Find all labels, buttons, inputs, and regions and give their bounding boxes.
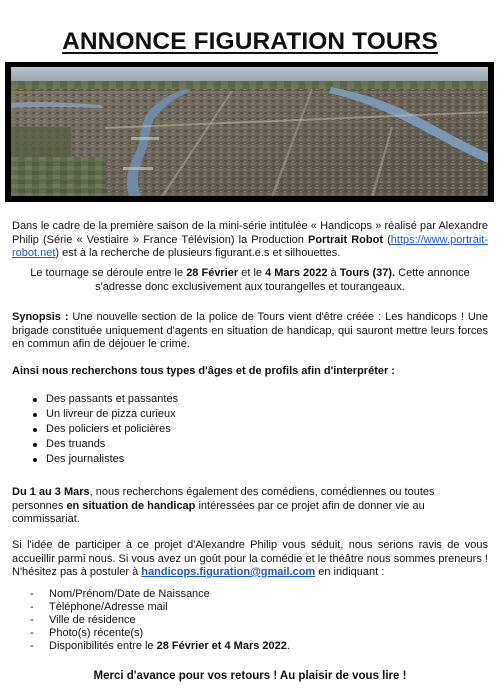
availability-end: . xyxy=(286,640,290,652)
shooting-location: Tours (37). xyxy=(339,267,396,279)
dates-connector: et le xyxy=(238,267,266,279)
list-item: Un livreur de pizza curieux xyxy=(34,407,474,422)
requirements-list xyxy=(30,588,470,653)
intro-text: Dans le cadre de la première saison de la mini-série intitulée « Handicops » réalisé par Alexandre Philip (Série « Vestiaire » France Télévision) la Production xyxy=(12,220,488,246)
application-text-end: en indiquant : xyxy=(315,566,385,578)
list-item: - Ville de résidence xyxy=(30,614,470,627)
intro-text-end: ) est à la recherche de plusieurs figurant.e.s et silhouettes. xyxy=(55,247,341,259)
list-item: - Téléphone/Adresse mail xyxy=(30,601,470,614)
application-text: Si l'idée de participer à ce projet d'Alexandre Philip vous séduit, nous serions ravis de vous accueillir parmi nous. Si vous avez un goût pour la comédie et le théâtre nous sommes preneurs ! N'hésitez pas à postuler à xyxy=(12,539,488,578)
closing-line: Merci d'avance pour vos retours ! Au plaisir de vous lire ! xyxy=(93,670,407,682)
list-item xyxy=(30,640,470,653)
list-item: Des journalistes xyxy=(34,452,474,467)
handicap-emphasis: en situation de handicap xyxy=(66,499,196,512)
end-date: 4 Mars 2022 xyxy=(265,267,328,279)
availability-text: Disponibilités entre le xyxy=(49,640,157,652)
application-paragraph xyxy=(12,539,488,580)
handicap-casting-paragraph xyxy=(12,486,488,527)
list-item: Des policiers et policières xyxy=(34,422,474,437)
audience-text: Cette annonce s'adresse donc exclusivement aux tourangelles et tourangeaux. xyxy=(95,267,470,293)
synopsis-label: Synopsis : xyxy=(12,311,69,323)
casting-dates: Du 1 au 3 Mars xyxy=(12,486,90,498)
shooting-dates-paragraph xyxy=(12,267,488,294)
city-aerial-image xyxy=(11,67,488,196)
casting-text-end: intéressées par ce projet afin de donner vie au commissariat. xyxy=(12,499,425,525)
start-date: 28 Février xyxy=(186,267,239,279)
synopsis-text: Une nouvelle section de la police de Tours vient d'être créée : Les handicops ! Une brigade constituée uniquement d'agents en situation de handicap, qui sauront mettre leurs forces en commun afin de déjouer le crime. xyxy=(12,311,488,350)
roles-list xyxy=(34,392,474,467)
list-item: - Photo(s) récente(s) xyxy=(30,627,470,640)
paren-open: ( xyxy=(383,233,391,246)
list-item: - Nom/Prénom/Date de Naissance xyxy=(30,588,470,601)
casting-text: , nous recherchons également des comédiens, comédiennes ou toutes personnes xyxy=(12,486,435,512)
announcement-title: ANNONCE FIGURATION TOURS xyxy=(62,28,438,55)
availability-dates: 28 Février et 4 Mars 2022 xyxy=(156,640,287,652)
production-company: Portrait Robot xyxy=(308,233,383,246)
list-item: Des passants et passantes xyxy=(34,392,474,407)
intro-paragraph xyxy=(12,220,488,261)
location-prefix: à xyxy=(327,267,340,279)
profiles-heading: Ainsi nous recherchons tous types d'âges et de profils afin d'interpréter : xyxy=(12,365,395,377)
list-item: Des truands xyxy=(34,437,474,452)
dates-text: Le tournage se déroule entre le xyxy=(30,267,187,279)
tours-aerial-photo xyxy=(5,62,494,202)
synopsis-paragraph xyxy=(12,311,488,352)
contact-email-link[interactable]: handicops.figuration@gmail.com xyxy=(141,566,316,578)
company-website-link[interactable]: https://www.portrait-robot.net xyxy=(12,233,488,259)
